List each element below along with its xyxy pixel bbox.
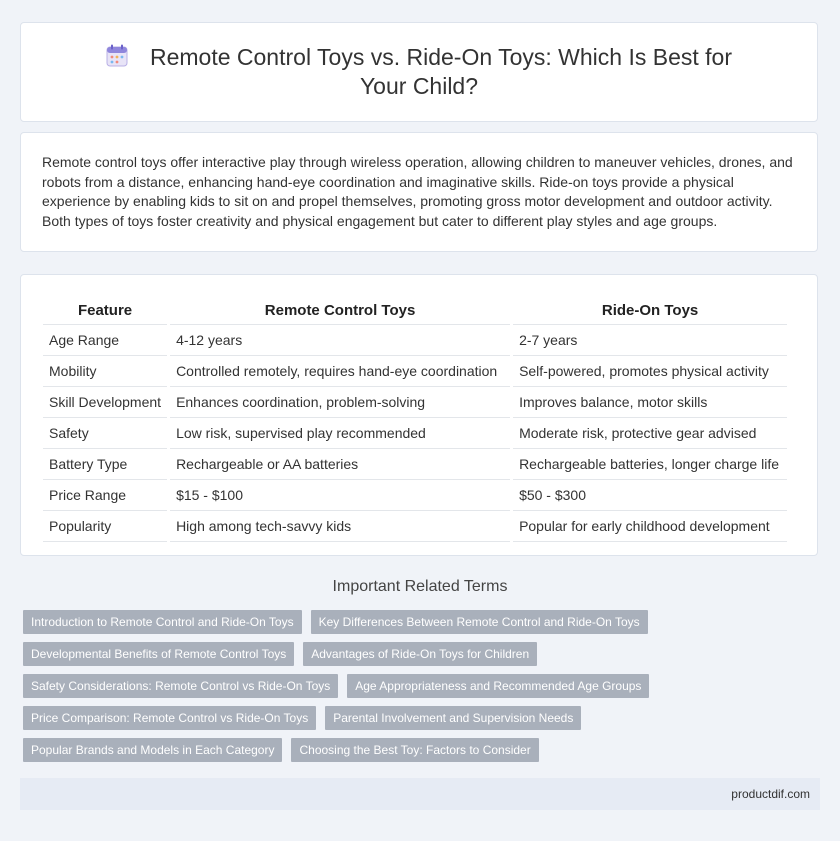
feature-cell: Battery Type [43,449,167,480]
comparison-table [43,295,787,542]
remote-control-cell: Rechargeable or AA batteries [170,449,510,480]
related-term-tag[interactable]: Parental Involvement and Supervision Needs [325,706,581,730]
feature-cell: Age Range [43,325,167,356]
related-term-tag[interactable]: Key Differences Between Remote Control and Ride-On Toys [311,610,648,634]
ride-on-cell: 2-7 years [513,325,787,356]
related-term-tag[interactable]: Safety Considerations: Remote Control vs Ride-On Toys [23,674,338,698]
feature-cell: Skill Development [43,387,167,418]
calendar-icon [106,44,128,68]
ride-on-cell: Moderate risk, protective gear advised [513,418,787,449]
related-term-tag[interactable]: Popular Brands and Models in Each Category [23,738,282,762]
header-card [20,22,818,122]
header-feature: Feature [43,295,167,325]
feature-cell: Mobility [43,356,167,387]
related-term-tag[interactable]: Introduction to Remote Control and Ride-On Toys [23,610,302,634]
related-term-tag[interactable]: Age Appropriateness and Recommended Age Groups [347,674,649,698]
remote-control-cell: High among tech-savvy kids [170,511,510,542]
remote-control-cell: 4-12 years [170,325,510,356]
table-row [43,511,787,542]
remote-control-cell: Controlled remotely, requires hand-eye coordination [170,356,510,387]
ride-on-cell: Improves balance, motor skills [513,387,787,418]
remote-control-cell: $15 - $100 [170,480,510,511]
remote-control-cell: Enhances coordination, problem-solving [170,387,510,418]
table-row [43,418,787,449]
related-terms-heading: Important Related Terms [332,578,508,595]
ride-on-cell: Self-powered, promotes physical activity [513,356,787,387]
ride-on-cell: $50 - $300 [513,480,787,511]
related-term-tag[interactable]: Choosing the Best Toy: Factors to Consider [291,738,538,762]
table-row [43,449,787,480]
header-ride-on: Ride-On Toys [513,295,787,325]
remote-control-cell: Low risk, supervised play recommended [170,418,510,449]
feature-cell: Safety [43,418,167,449]
comparison-card [20,274,818,556]
related-terms-list [23,610,823,770]
related-term-tag[interactable]: Price Comparison: Remote Control vs Ride-On Toys [23,706,316,730]
page-title-wrap [21,43,817,101]
related-term-tag[interactable]: Advantages of Ride-On Toys for Children [303,642,537,666]
table-row [43,356,787,387]
header-remote-control: Remote Control Toys [170,295,510,325]
feature-cell: Popularity [43,511,167,542]
page-title: Remote Control Toys vs. Ride-On Toys: Which Is Best for Your Child? [149,44,733,99]
feature-cell: Price Range [43,480,167,511]
table-row [43,480,787,511]
table-row [43,325,787,356]
related-term-tag[interactable]: Developmental Benefits of Remote Control Toys [23,642,294,666]
footer-site-link[interactable]: productdif.com [731,787,810,801]
intro-text: Remote control toys offer interactive play through wireless operation, allowing children to maneuver vehicles, drones, and robots from a distance, enhancing hand-eye coordination and imaginative skills. Ride-on toys provide a physical experience by enabling kids to sit on and propel themselves, promoting gross motor development and outdoor activity. Both types of toys foster creativity and physical engagement but cater to different play styles and age groups. [42,154,793,229]
table-row [43,387,787,418]
ride-on-cell: Rechargeable batteries, longer charge life [513,449,787,480]
ride-on-cell: Popular for early childhood development [513,511,787,542]
intro-card [20,132,818,252]
table-header-row [43,295,787,325]
footer [20,778,820,810]
